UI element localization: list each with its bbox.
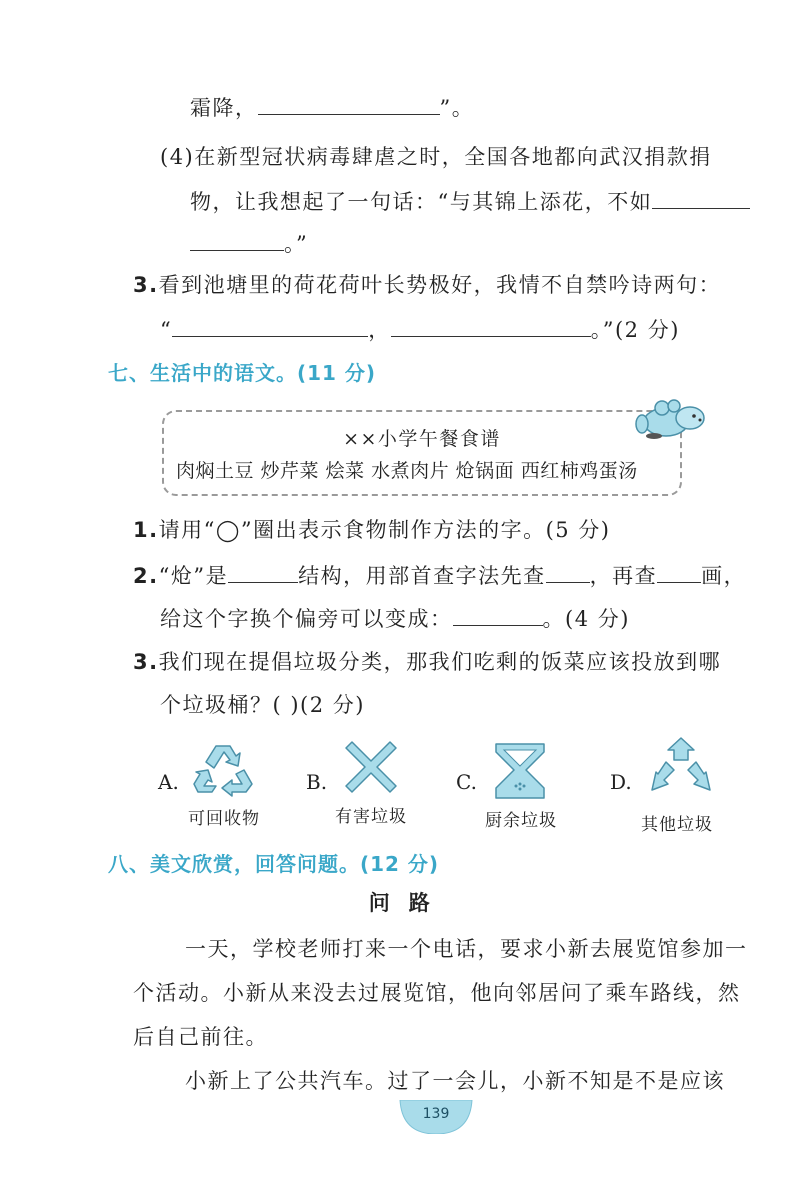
text-fragment: 霜降，: [190, 96, 258, 120]
text-fragment: ，再查: [589, 564, 658, 588]
text-fragment: ”。: [439, 96, 475, 120]
hazard-x-icon: [342, 738, 400, 796]
text-line: [190, 186, 750, 217]
menu-box: [162, 410, 682, 496]
option-c-letter[interactable]: C.: [456, 770, 477, 794]
question-number: 3.: [133, 273, 159, 297]
option-d-caption: 其他垃圾: [641, 815, 713, 835]
text-fragment: 给这个字换个偏旁可以变成：: [160, 607, 453, 631]
other-waste-icon: [648, 734, 714, 800]
answer-blank[interactable]: [657, 560, 701, 583]
text-fragment: “: [160, 318, 173, 342]
answer-blank[interactable]: [546, 560, 590, 583]
text-line: [160, 314, 680, 345]
question-number: 3.: [133, 650, 159, 674]
text-fragment: 。(4 分): [542, 607, 630, 631]
kitchen-waste-icon: [490, 740, 550, 802]
text-fragment: 画，: [701, 564, 747, 588]
page-number: 139: [422, 1106, 450, 1122]
paragraph-line: 小新上了公共汽车。过了一会儿，小新不知是不是应该: [185, 1069, 725, 1093]
text-line: [160, 603, 630, 634]
answer-blank[interactable]: [228, 560, 298, 583]
answer-blank[interactable]: [190, 228, 284, 251]
answer-blank[interactable]: [652, 186, 750, 209]
answer-blank[interactable]: [391, 314, 591, 337]
option-b-letter[interactable]: B.: [306, 770, 328, 794]
section-8-title: 八、美文欣赏，回答问题。(12 分): [108, 852, 440, 876]
text-fragment: 物，让我想起了一句话：“与其锦上添花，不如: [190, 190, 653, 214]
option-c-caption: 厨余垃圾: [485, 811, 557, 831]
question-number: 1.: [133, 518, 159, 542]
s7-question-1: [133, 515, 611, 545]
question-3: [133, 270, 721, 300]
paragraph-line: 一天，学校老师打来一个电话，要求小新去展览馆参加一: [185, 937, 748, 961]
option-b-caption: 有害垃圾: [335, 807, 407, 827]
menu-items: 肉焖土豆 炒芹菜 烩菜 水煮肉片 炝锅面 西红柿鸡蛋汤: [176, 460, 638, 482]
question-text: 看到池塘里的荷花荷叶长势极好，我情不自禁吟诗两句：: [158, 273, 722, 297]
question-text: (4)在新型冠状病毒肆虐之时，全国各地都向武汉捐款捐: [160, 145, 712, 169]
answer-blank[interactable]: [453, 603, 543, 626]
option-d-letter[interactable]: D.: [610, 770, 632, 794]
option-a-letter[interactable]: A.: [158, 770, 179, 794]
text-fragment: 结构，用部首查字法先查: [298, 564, 546, 588]
menu-title: ××小学午餐食谱: [343, 428, 501, 450]
hippo-icon: [632, 396, 708, 442]
text-fragment: “炝”是: [158, 564, 229, 588]
paragraph-line: 个活动。小新从来没去过展览馆，他向邻居问了乘车路线，然: [133, 981, 741, 1005]
article-title: 问 路: [368, 891, 432, 915]
question-text: 个垃圾桶？( )(2 分): [160, 693, 365, 717]
question-text: 请用“◯”圈出表示食物制作方法的字。(5 分): [158, 518, 611, 542]
text-fragment: ，: [368, 318, 391, 342]
s7-question-2: [133, 560, 746, 591]
paragraph-line: 后自己前往。: [133, 1025, 268, 1049]
text-line: [190, 228, 308, 259]
text-fragment: 。”(2 分): [590, 318, 680, 342]
recycle-icon: [190, 740, 256, 798]
answer-blank[interactable]: [172, 314, 368, 337]
question-number: 2.: [133, 564, 159, 588]
s7-question-3: [133, 647, 721, 677]
answer-blank[interactable]: [258, 92, 440, 115]
question-text: 我们现在提倡垃圾分类，那我们吃剩的饭菜应该投放到哪: [158, 650, 722, 674]
option-a-caption: 可回收物: [188, 809, 260, 829]
text-line: [190, 92, 474, 123]
section-7-title: 七、生活中的语文。(11 分): [108, 361, 377, 385]
text-fragment: 。”: [284, 232, 309, 256]
